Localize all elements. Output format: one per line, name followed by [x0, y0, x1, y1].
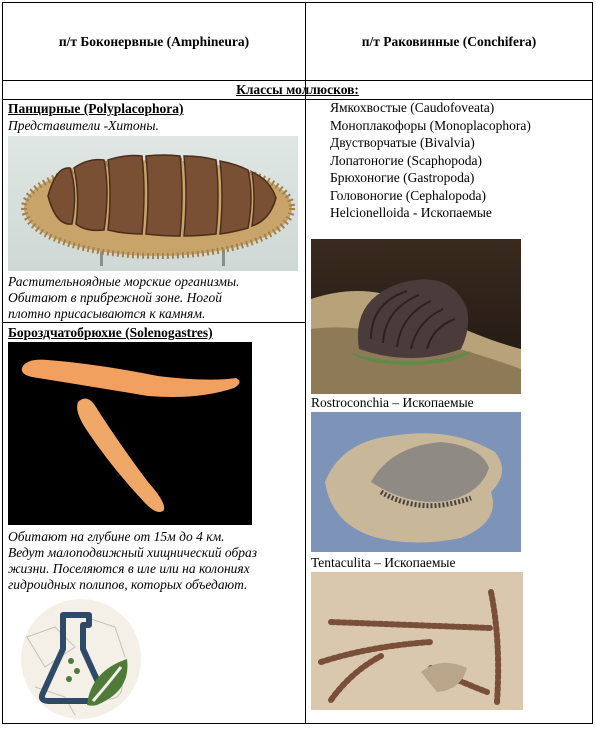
list-item: Двустворчатые (Bivalvia): [330, 135, 475, 150]
caption-rostroconchia: Rostroconchia – Ископаемые: [311, 395, 474, 410]
solenogastres-description-3: жизни. Поселяются в иле или на колониях: [8, 561, 250, 576]
flask-leaf-logo-icon: [15, 597, 147, 721]
list-item: Моноплакофоры (Monoplacophora): [330, 117, 531, 133]
tentaculita-photo-icon: [311, 572, 523, 710]
solenogastres-description-1: Обитают на глубине от 15м до 4 км.: [8, 529, 225, 544]
rostroconchia-photo-icon: [311, 412, 521, 552]
classes-list: [330, 99, 531, 222]
solenogastres-description-4: гидроидных полипов, которых объедают.: [8, 577, 248, 592]
solenogastres-photo-icon: [8, 342, 252, 525]
solenogastres-description-2: Ведут малоподвижный хищнический образ: [8, 545, 258, 560]
solenogastres-title: Бороздчатобрюхие (Solenogastres): [8, 325, 213, 340]
list-item: Helcionelloida - Ископаемые: [330, 205, 492, 220]
classes-title: Классы моллюсков:: [236, 82, 359, 97]
caption-tentaculita: Tentaculita – Ископаемые: [311, 555, 456, 570]
polyplacophora-title: Панцирные (Polyplacophora): [8, 101, 184, 116]
column-divider: [305, 3, 306, 723]
polyplacophora-description-2: Обитают в прибрежной зоне. Ногой: [8, 290, 222, 305]
polyplacophora-description-3: плотно присасываются к камням.: [8, 306, 206, 321]
polyplacophora-description-1: Растительноядные морские организмы.: [8, 274, 240, 289]
list-item: Брюхоногие (Gastropoda): [330, 170, 475, 185]
list-item: Ямкохвостые (Caudofoveata): [330, 100, 495, 115]
helcionelloida-photo-icon: [311, 239, 521, 394]
list-item: Лопатоногие (Scaphopoda): [330, 152, 482, 168]
list-item: Головоногие (Cephalopoda): [330, 187, 487, 203]
chiton-photo-icon: [8, 136, 298, 271]
header-conchifera: п/т Раковинные (Conchifera): [361, 34, 537, 49]
polyplacophora-subtitle: Представители -Хитоны.: [8, 118, 159, 133]
header-amphineura: п/т Боконервные (Amphineura): [58, 34, 250, 49]
table-frame: [2, 2, 593, 724]
